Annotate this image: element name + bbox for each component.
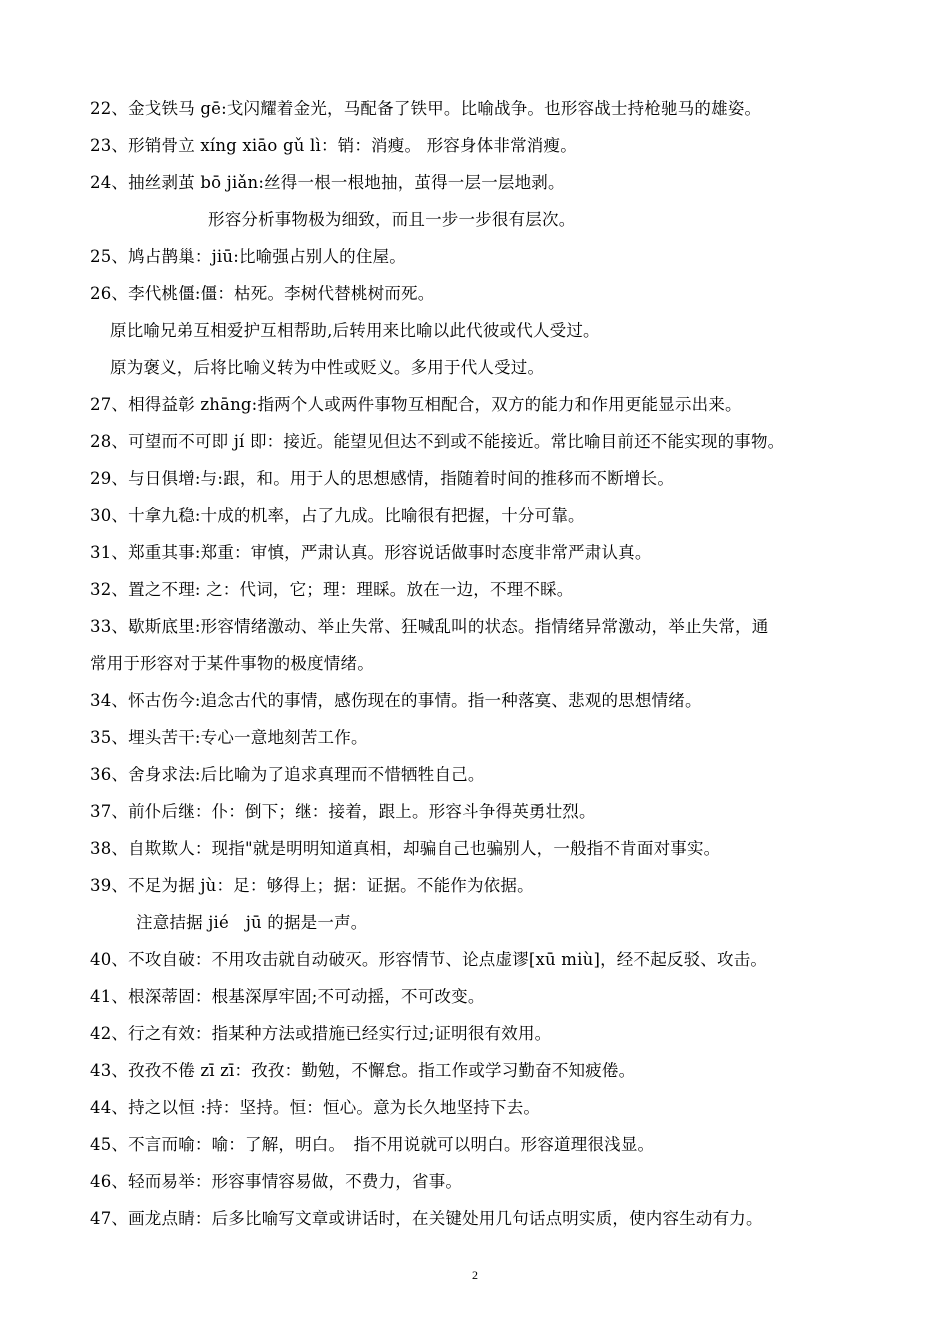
entry-27: 27、相得益彰 zhāng:指两个人或两件事物互相配合，双方的能力和作用更能显示出来。 (90, 395, 742, 414)
entry-23: 23、形销骨立 xíng xiāo gǔ lì：销：消瘦。 形容身体非常消瘦。 (90, 136, 577, 155)
entry-47: 47、画龙点睛：后多比喻写文章或讲话时，在关键处用几句话点明实质，使内容生动有力。 (90, 1209, 763, 1228)
entry-46: 46、轻而易举：形容事情容易做，不费力，省事。 (90, 1172, 463, 1191)
entry-39-note: 注意拮据 jié jū 的据是一声。 (136, 913, 368, 932)
entry-28: 28、可望而不可即 jí 即：接近。能望见但达不到或不能接近。常比喻目前还不能实现的事物。 (90, 432, 785, 451)
entry-35: 35、埋头苦干:专心一意地刻苦工作。 (90, 728, 368, 747)
entry-26: 26、李代桃僵:僵：枯死。李树代替桃树而死。 (90, 284, 435, 303)
entry-24: 24、抽丝剥茧 bō jiǎn:丝得一根一根地抽，茧得一层一层地剥。 (90, 173, 565, 192)
entry-33: 33、歇斯底里:形容情绪激动、举止失常、狂喊乱叫的状态。指情绪异常激动，举止失常，通 (90, 617, 769, 636)
entry-36: 36、舍身求法:后比喻为了追求真理而不惜牺牲自己。 (90, 765, 485, 784)
entry-32: 32、置之不理: 之：代词，它；理：理睬。放在一边，不理不睬。 (90, 580, 574, 599)
entry-34: 34、怀古伤今:追念古代的事情，感伤现在的事情。指一种落寞、悲观的思想情绪。 (90, 691, 702, 710)
entry-30: 30、十拿九稳:十成的机率，占了九成。比喻很有把握，十分可靠。 (90, 506, 585, 525)
entry-33-continued: 常用于形容对于某件事物的极度情绪。 (90, 654, 374, 673)
entry-37: 37、前仆后继：仆：倒下；继：接着，跟上。形容斗争得英勇壮烈。 (90, 802, 596, 821)
entry-26-note-2: 原为褒义，后将比喻义转为中性或贬义。多用于代人受过。 (110, 358, 545, 377)
entry-45: 45、不言而喻：喻：了解，明白。 指不用说就可以明白。形容道理很浅显。 (90, 1135, 655, 1154)
entry-25: 25、鸠占鹊巢：jiū:比喻强占别人的住屋。 (90, 247, 406, 266)
entry-24-note: 形容分析事物极为细致，而且一步一步很有层次。 (208, 210, 576, 229)
entry-26-note-1: 原比喻兄弟互相爱护互相帮助,后转用来比喻以此代彼或代人受过。 (110, 321, 600, 340)
entry-44: 44、持之以恒 :持：坚持。恒：恒心。意为长久地坚持下去。 (90, 1098, 541, 1117)
entry-22: 22、金戈铁马 gē:戈闪耀着金光，马配备了铁甲。比喻战争。也形容战士持枪驰马的雄姿。 (90, 99, 762, 118)
entry-38: 38、自欺欺人：现指"就是明明知道真相，却骗自己也骗别人，一般指不肯面对事实。 (90, 839, 721, 858)
entry-43: 43、孜孜不倦 zī zī：孜孜：勤勉，不懈怠。指工作或学习勤奋不知疲倦。 (90, 1061, 636, 1080)
entry-39: 39、不足为据 jù：足：够得上；据：证据。不能作为依据。 (90, 876, 534, 895)
entry-29: 29、与日俱增:与:跟，和。用于人的思想感情，指随着时间的推移而不断增长。 (90, 469, 675, 488)
page-number: 2 (472, 1268, 478, 1282)
entry-31: 31、郑重其事:郑重：审慎，严肃认真。形容说话做事时态度非常严肃认真。 (90, 543, 652, 562)
entry-42: 42、行之有效：指某种方法或措施已经实行过;证明很有效用。 (90, 1024, 552, 1043)
entry-40: 40、不攻自破：不用攻击就自动破灭。形容情节、论点虚谬[xū miù]，经不起反驳、攻击。 (90, 950, 768, 969)
entry-41: 41、根深蒂固：根基深厚牢固;不可动摇，不可改变。 (90, 987, 485, 1006)
